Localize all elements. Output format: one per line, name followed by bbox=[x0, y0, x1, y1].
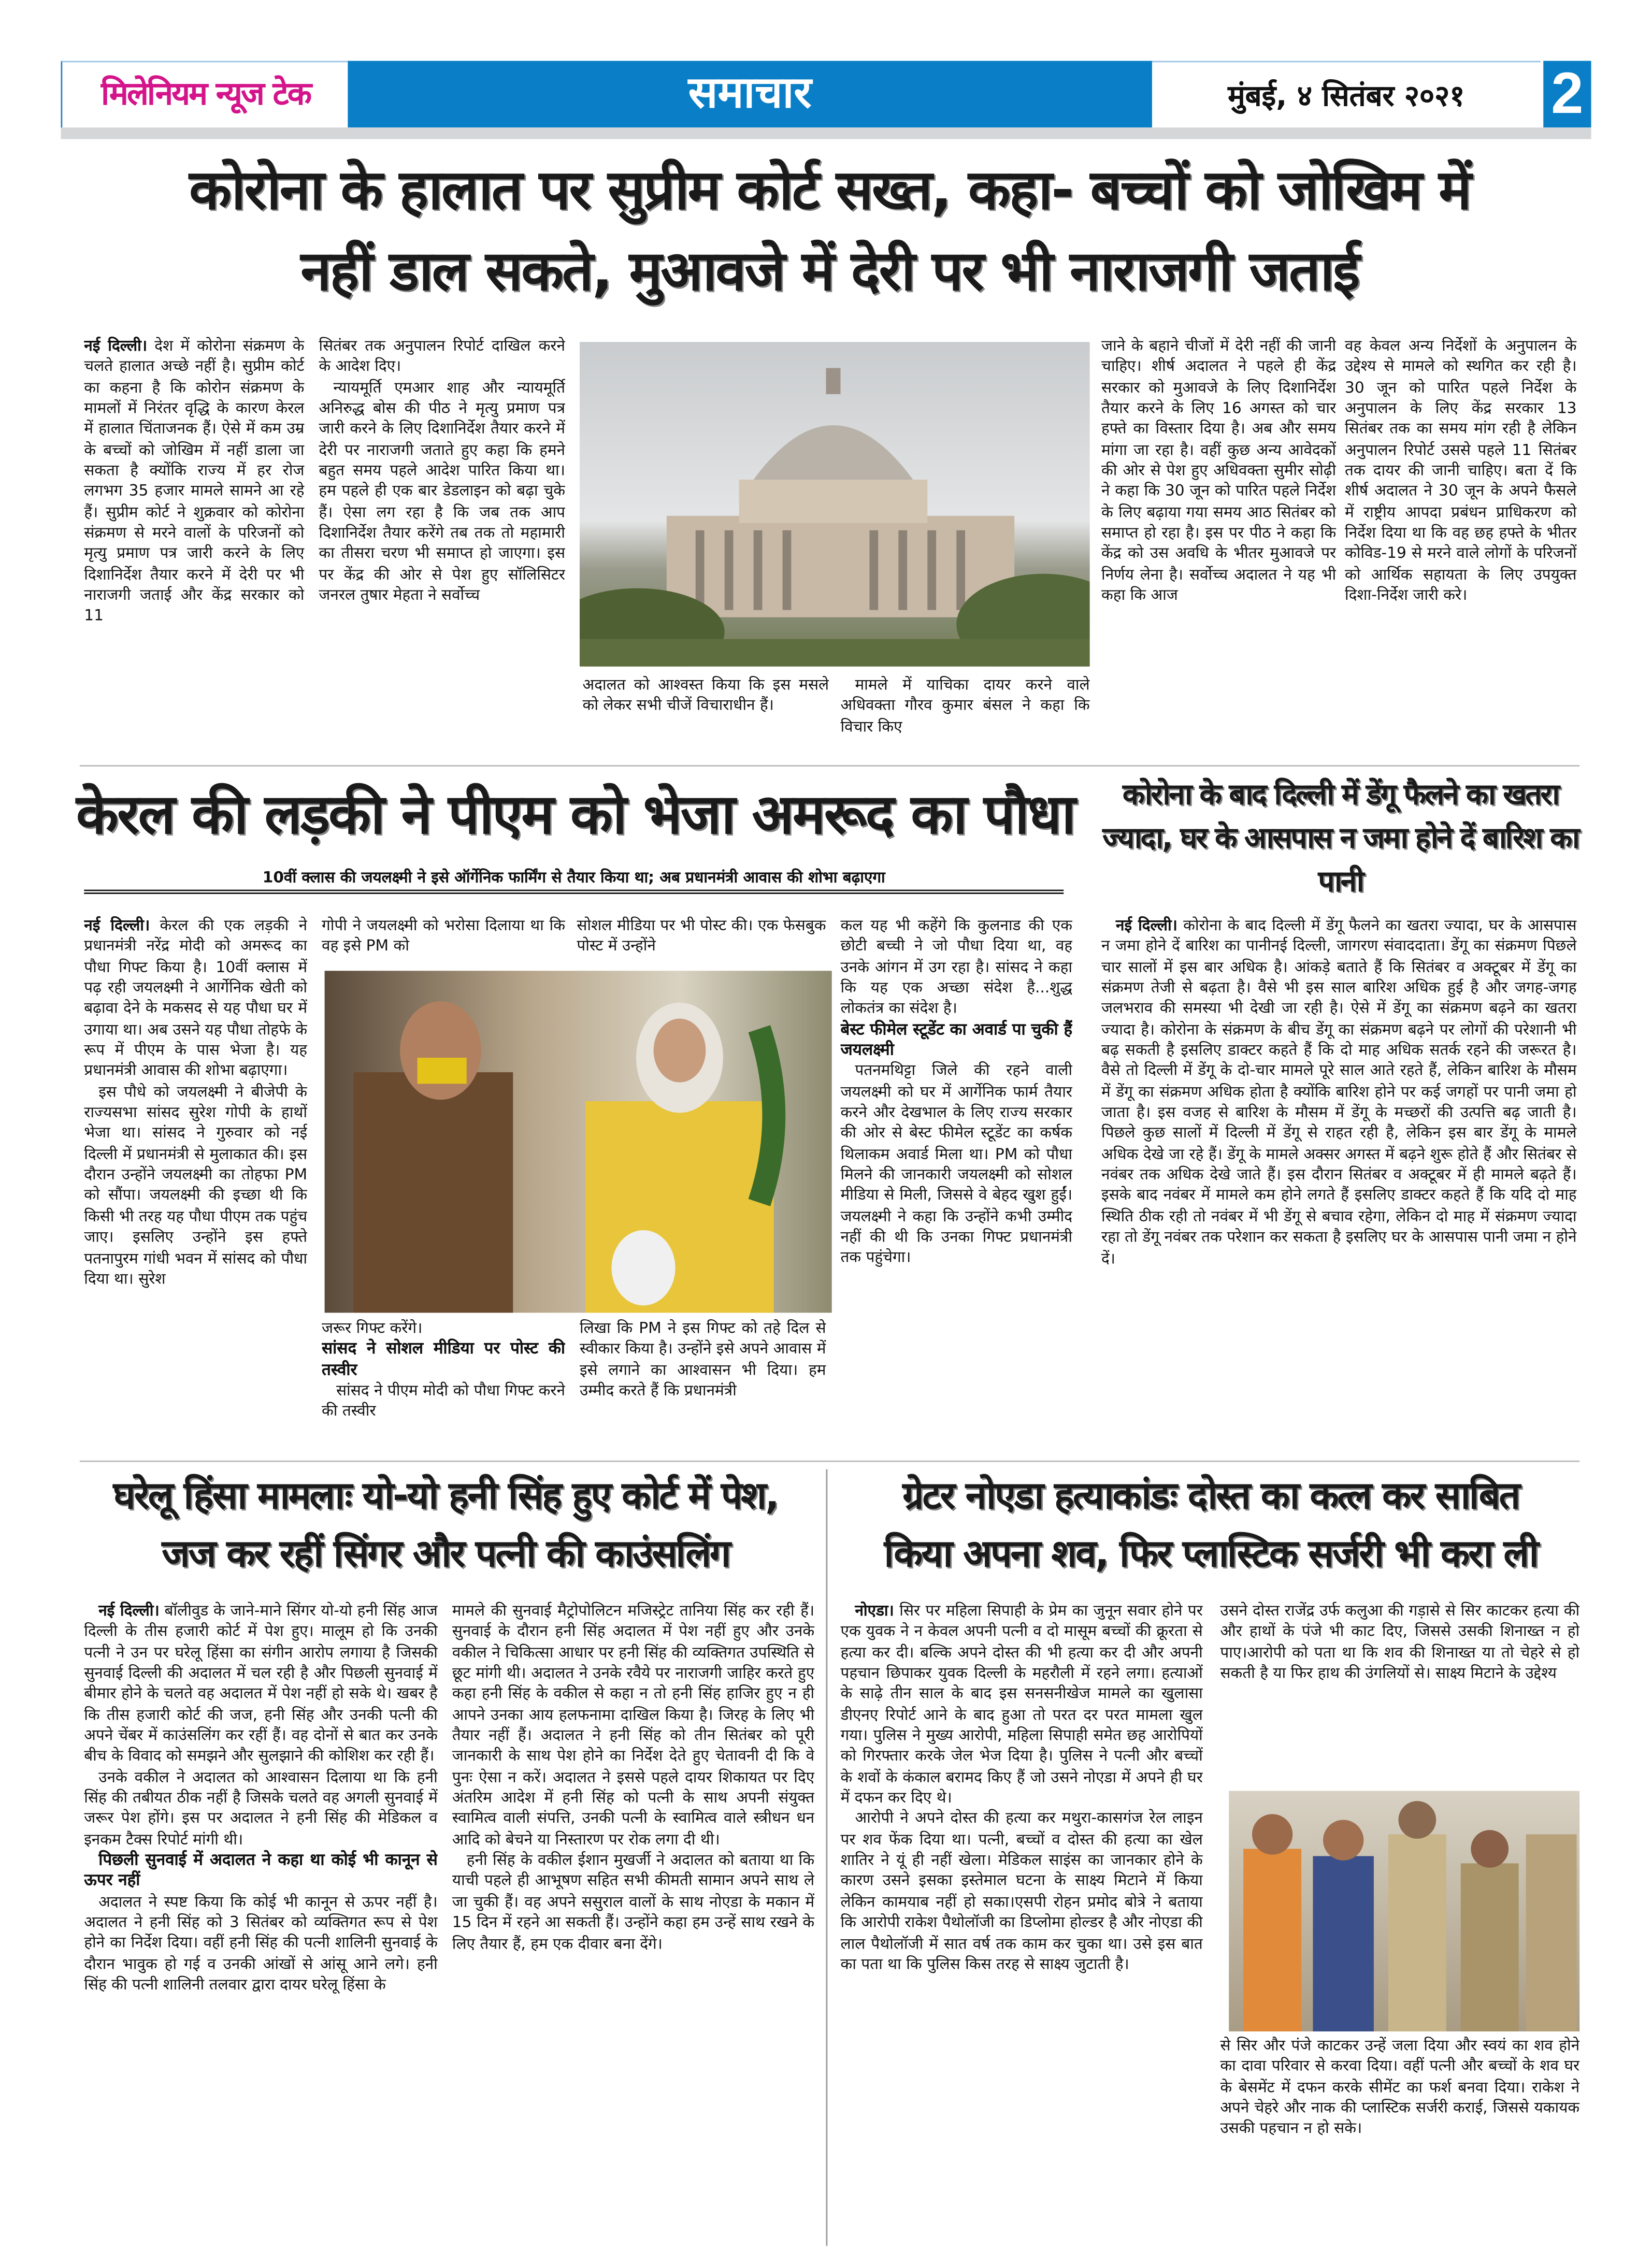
story4-text: अदालत ने स्पष्ट किया कि कोई भी कानून से ऊपर नहीं है। अदालत ने हनी सिंह को 3 सितंबर को व्यक्तिगत रूप से पेश होने का निर्देश दिया। वहीं हनी सिंह की पत्नी शालिनी सुनवाई के दौरान भावुक हो गई व उनकी आंखों से आंसू आने लगे। हनी सिंह की पत्नी शालिनी तलवार द्वारा दायर घरेलू हिंसा के bbox=[84, 1893, 438, 1994]
story2-column-2-top bbox=[322, 916, 565, 962]
story1-column-2 bbox=[319, 336, 565, 756]
story1-text: वह केवल अन्य निर्देशों के अनुपालन के उद्देश्य से मामले को स्थगित कर रही है। 30 जून को पारित पहले निर्देश के अनुपालन के लिए केंद्र सरकार 13 सितंबर तक का समय मांग रही है लेकिन अनुपालन रिपोर्ट उससे पहले 11 सितंबर तक दायर की जानी चाहिए। बता दें कि शीर्ष अदालत ने 30 जून के अपने फैसले में राष्ट्रीय आपदा प्रबंधन प्राधिकरण को निर्देश दिया था कि वह छह हफ्ते के भीतर कोविड-19 से मरने वाले लोगों के परिजनों को आर्थिक सहायता के लिए उपयुक्त दिशा-निर्देश जारी करे। bbox=[1344, 337, 1577, 604]
story1-headline-line1: कोरोना के हालात पर सुप्रीम कोर्ट सख्त, कहा- बच्चों को जोखिम में bbox=[189, 157, 1470, 222]
story5-text: आरोपी ने अपने दोस्त की हत्या कर मथुरा-कासगंज रेल लाइन पर शव फेंक दिया था। पत्नी, बच्चों व दोस्त की हत्या का खेल शातिर ने यूं ही नहीं खेला। मेडिकल साइंस का जानकार होने के कारण उसने इसका इस्तेमाल घटना के साक्ष्य मिटाने में किया लेकिन कामयाब नहीं हो सका।एसपी रोहन प्रमोद बोत्रे ने बताया कि आरोपी राकेश पैथोलॉजी का डिप्लोमा होल्डर है और नोएडा की लाल पैथोलॉजी में सात वर्ष तक काम कर चुका था। उसे इस बात का पता था कि पुलिस किस तरह से साक्ष्य जुटाती है। bbox=[840, 1810, 1203, 1973]
story2-subhead: बेस्ट फीमेल स्टूडेंट का अवार्ड पा चुकी हैं जयलक्ष्मी bbox=[840, 1019, 1073, 1059]
story4-text: उनके वकील ने अदालत को आश्वासन दिलाया था कि हनी सिंह की तबीयत ठीक नहीं है जिसके चलते वह अगली सुनवाई में जरूर पेश होंगे। इस पर अदालत ने हनी सिंह की मेडिकल व इनकम टैक्स रिपोर्ट मांगी थी। bbox=[84, 1768, 438, 1849]
story1-text: जाने के बहाने चीजों में देरी नहीं की जानी चाहिए। शीर्ष अदालत ने पहले ही केंद्र सरकार को मुआवजे के लिए दिशानिर्देश तैयार करने के लिए 16 अगस्त को चार हफ्ते का विस्तार दिया है। अब और समय मांगा जा रहा है। वहीं कुछ अन्य आवेदकों की ओर से पेश हुए अधिवक्ता सुमीर सोढ़ी ने कहा कि 30 जून को पारित पहले निर्देश के लिए बढ़ाया गया समय आठ सितंबर को समाप्त हो रहा है। इस पर पीठ ने कहा कि केंद्र को उस अवधि के भीतर मुआवजे पर निर्णय लेना है। सर्वोच्च अदालत ने यह भी कहा कि आज bbox=[1101, 337, 1337, 604]
page-number: 2 bbox=[1543, 61, 1591, 127]
story5-text: उसने दोस्त राजेंद्र उर्फ कलुआ की गड़ासे से सिर काटकर हत्या की और हाथों के पंजे भी काट दिए, जिससे उसकी शिनाख्त न हो पाए।आरोपी को पता था कि शव की शिनाख्त या तो चेहरे से हो सकती है या फिर हाथ की उंगलियों से। साक्ष्य मिटाने के उद्देश्य bbox=[1220, 1602, 1580, 1682]
story5-text: सिर पर महिला सिपाही के प्रेम का जुनून सवार होने पर एक युवक ने न केवल अपनी पत्नी व दो मासूम बच्चों की क्रूरता से हत्या कर दी। बल्कि अपने दोस्त की भी हत्या कर दी और अपनी पहचान छिपाकर युवक दिल्ली के महरौली में रहने लगा। हत्याओं के साढ़े तीन साल के बाद इस सनसनीखेज मामले का खुलासा डीएनए रिपोर्ट आने के बाद हुआ तो परत दर परत मामला खुल गया। पुलिस ने मुख्य आरोपी, महिला सिपाही समेत छह आरोपियों को गिरफ्तार करके जेल भेज दिया है। पुलिस ने पत्नी और बच्चों के शवों के कंकाल बरामद किए हैं जो उसने नोएडा में अपने ही घर में दफन कर दिए थे। bbox=[840, 1602, 1203, 1807]
story2-subhead: सांसद ने सोशल मीडिया पर पोस्ट की तस्वीर bbox=[322, 1339, 565, 1379]
story2-column-4 bbox=[840, 916, 1072, 1452]
dateline: मुंबई, ४ सितंबर २०२१ bbox=[1152, 61, 1541, 128]
story5-column-2-top bbox=[1220, 1601, 1579, 1790]
people-photo-image bbox=[325, 971, 832, 1313]
story5-column-1 bbox=[840, 1601, 1202, 2246]
pm-plant-gift-photo bbox=[325, 971, 832, 1313]
masthead-divider bbox=[61, 127, 1591, 139]
story5-text: से सिर और पंजे काटकर उन्हें जला दिया और स्वयं का शव होने का दावा परिवार से करवा दिया। वहीं पत्नी और बच्चों के शव घर के बेसमेंट में दफन करके सीमेंट का फर्श बनवा दिया। राकेश ने अपने चेहरे और नाक की प्लास्टिक सर्जरी कराई, जिससे यकायक उसकी पहचान न हो सके। bbox=[1220, 2037, 1580, 2138]
story1-text: अदालत को आश्वस्त किया कि इस मसले को लेकर सभी चीजें विचाराधीन हैं। bbox=[582, 676, 829, 715]
supreme-court-photo bbox=[580, 342, 1090, 667]
story1-text: सितंबर तक अनुपालन रिपोर्ट दाखिल करने के आदेश दिए। bbox=[319, 337, 565, 376]
story4-headline-line2: जज कर रहीं सिंगर और पत्नी की काउंसलिंग bbox=[162, 1533, 730, 1577]
divider bbox=[80, 765, 1579, 767]
story3-headline: कोरोना के बाद दिल्ली में डेंगू फैलने का खतरा ज्यादा, घर के आसपास न जमा होने दें बारिश का पानी bbox=[1102, 776, 1578, 899]
story1-column-1 bbox=[84, 336, 304, 756]
story2-column-3-bottom bbox=[580, 1319, 826, 1452]
story1-column-6 bbox=[1345, 336, 1577, 756]
story2-column-3-top bbox=[577, 916, 826, 962]
story4-column-1 bbox=[84, 1601, 438, 2246]
story4-dateline: नई दिल्ली। bbox=[98, 1602, 160, 1620]
story2-text: लिखा कि PM ने इस गिफ्ट को तहे दिल से स्वीकार किया है। उन्होंने इसे अपने आवास में इसे लगाने का आश्वासन भी दिया। हम उम्मीद करते हैं कि प्रधानमंत्री bbox=[579, 1320, 826, 1400]
story4-text: मामले की सुनवाई मैट्रोपोलिटन मजिस्ट्रेट तानिया सिंह कर रही हैं। सुनवाई के दौरान हनी सिंह अदालत में पेश नहीं हुए और उनके वकील ने चिकित्सा आधार पर हनी सिंह की व्यक्तिगत उपस्थिति से छूट मांगी थी। अदालत ने उनके रवैये पर नाराजगी जाहिर करते हुए कहा हनी सिंह के वकील से कहा न तो हनी सिंह हाजिर हुए न ही आपने उनका आय हलफनामा दाखिल किया है। जिरह के लिए भी तैयार नहीं हैं। अदालत ने हनी सिंह को तीन सितंबर को पूरी जानकारी के साथ पेश होने का निर्देश देते हुए चेतावनी दी कि वे पुनः ऐसा न करें। अदालत ने इससे पहले दायर शिकायत पर दिए अंतरिम आदेश में हनी सिंह को पत्नी के साथ अपनी संयुक्त स्वामित्व वाली संपत्ति, उनकी पत्नी के स्वामित्व वाले स्त्रीधन धन आदि को बेचने या निस्तारण पर रोक लगा दी थी। bbox=[452, 1602, 815, 1849]
story1-column-3 bbox=[583, 675, 829, 757]
story2-text: सांसद ने पीएम मोदी को पौधा गिफ्ट करने की तस्वीर bbox=[322, 1382, 565, 1421]
story5-dateline: नोएडा। bbox=[855, 1602, 894, 1620]
story2-text: पतनमथिट्टा जिले की रहने वाली जयलक्ष्मी को घर में आर्गेनिक फार्म तैयार करने और देखभाल के लिए राज्य सरकार की ओर से बेस्ट फीमेल स्टूडेंट का कर्षक थिलाकम अवार्ड मिला था। PM को पौधा मिलने की जानकारी जयलक्ष्मी को सोशल मीडिया से मिली, जिससे वे बेहद खुश हुईं। जयलक्ष्मी ने कहा कि उन्होंने कभी उम्मीद नहीं की थी कि उनका गिफ्ट प्रधानमंत्री तक पहुंचेगा। bbox=[840, 1062, 1073, 1267]
story4-column-2 bbox=[452, 1601, 814, 2246]
story1-headline-line2: नहीं डाल सकते, मुआवजे में देरी पर भी नाराजगी जताई bbox=[300, 239, 1359, 303]
story5-headline-line2: किया अपना शव, फिर प्लास्टिक सर्जरी भी करा ली bbox=[884, 1533, 1538, 1577]
story4-text: बॉलीवुड के जाने-माने सिंगर यो-यो हनी सिंह आज दिल्ली के तीस हजारी कोर्ट में पेश हुए। मालूम हो कि उनकी पत्नी ने उन पर घरेलू हिंसा का संगीन आरोप लगाया है जिसकी सुनवाई दिल्ली की अदालत में चल रही है और पिछली सुनवाई में बीमार होने के चलते वह अदालत में पेश नहीं हो सके थे। खबर है कि तीस हजारी कोर्ट की जज, हनी सिंह और उनकी पत्नी की अपने चेंबर में काउंसलिंग कर रहीं हैं। वह दोनों से बात कर उनके बीच के विवाद को समझने और सुलझाने की कोशिश कर रही हैं। bbox=[84, 1602, 438, 1766]
accused-police-photo bbox=[1229, 1791, 1579, 2031]
story5-column-2-bottom bbox=[1220, 2036, 1579, 2246]
story1-text: न्यायमूर्ति एमआर शाह और न्यायमूर्ति अनिरुद्ध बोस की पीठ ने मृत्यु प्रमाण पत्र जारी करने के लिए दिशानिर्देश तैयार करने में देरी पर नाराजगी जताते हुए कहा कि हमने बहुत समय पहले आदेश पारित किया था। हम पहले ही एक बार डेडलाइन को बढ़ा चुके हैं। ऐसा लग रहा है कि जब तक आप दिशानिर्देश तैयार करेंगे तब तक तो महामारी का तीसरा चरण भी समाप्त हो जाएगा। इस पर केंद्र की ओर से पेश हुए सॉलिसिटर जनरल तुषार मेहता ने सर्वोच्च bbox=[319, 379, 565, 604]
story4-subhead: पिछली सुनवाई में अदालत ने कहा था कोई भी कानून से ऊपर नहीं bbox=[84, 1850, 438, 1890]
story4-headline-line1: घरेलू हिंसा मामलाः यो-यो हनी सिंह हुए कोर्ट में पेश, bbox=[113, 1475, 778, 1519]
story1-column-4 bbox=[840, 675, 1089, 757]
supreme-court-building-image bbox=[580, 342, 1090, 667]
story5-headline-line1: ग्रेटर नोएडा हत्याकांडः दोस्त का कत्ल कर साबित bbox=[902, 1475, 1519, 1519]
story1-dateline: नई दिल्ली। bbox=[84, 337, 148, 355]
story2-column-2-bottom bbox=[322, 1319, 565, 1452]
story2-text: इस पौधे को जयलक्ष्मी ने बीजेपी के राज्यसभा सांसद सुरेश गोपी के हाथों भेजा था। सांसद ने गुरुवार को नई दिल्ली में प्रधानमंत्री से मुलाकात की। इस दौरान उन्होंने जयलक्ष्मी का तोहफा PM को सौंपा। जयलक्ष्मी की इच्छा थी कि किसी भी तरह यह पौधा पीएम तक पहुंच जाए। इसलिए उन्होंने इस हफ्ते पतनापुरम गांधी भवन में सांसद को पौधा दिया था। सुरेश bbox=[84, 1083, 308, 1288]
story2-text: केरल की एक लड़की ने प्रधानमंत्री नरेंद्र मोदी को अमरूद का पौधा गिफ्ट किया है। 10वीं क्लास में पढ़ रही जयलक्ष्मी ने आर्गेनिक खेती को बढ़ावा देने के मकसद से यह पौधा घर में उगाया था। अब उसने यह पौधा तोहफे के रूप में पीएम के पास भेजा है। यह प्रधानमंत्री आवास की शोभा बढ़ाएगा। bbox=[84, 917, 308, 1080]
story2-text: गोपी ने जयलक्ष्मी को भरोसा दिलाया था कि वह इसे PM को bbox=[322, 917, 565, 956]
divider bbox=[80, 1461, 1579, 1462]
story1-column-5 bbox=[1101, 336, 1336, 756]
story1-text: मामले में याचिका दायर करने वाले अधिवक्ता गौरव कुमार बंसल ने कहा कि विचार किए bbox=[840, 676, 1090, 736]
story2-headline: केरल की लड़की ने पीएम को भेजा अमरूद का पौधा bbox=[76, 782, 1075, 846]
story2-text: कल यह भी कहेंगे कि कुलनाड की एक छोटी बच्ची ने जो पौधा दिया था, वह उनके आंगन में उग रहा है। सांसद ने कहा कि यह एक अच्छा संदेश है...शुद्ध लोकतंत्र का संदेश है। bbox=[840, 917, 1073, 1018]
story3-body bbox=[1101, 916, 1577, 1452]
section-title: समाचार bbox=[348, 61, 1152, 127]
brand-logo: मिलेनियम न्यूज टेक bbox=[61, 61, 349, 128]
story2-dateline: नई दिल्ली। bbox=[84, 917, 150, 935]
story2-text: सोशल मीडिया पर भी पोस्ट की। एक फेसबुक पोस्ट में उन्होंने bbox=[577, 917, 826, 956]
story2-text: जरूर गिफ्ट करेंगे। bbox=[322, 1320, 423, 1338]
story1-text: देश में कोरोना संक्रमण के चलते हालात अच्छे नहीं है। सुप्रीम कोर्ट का कहना है कि कोरोन संक्रमण के मामलों में निरंतर वृद्धि के कारण केरल में हालात चिंताजनक हैं। ऐसे में कम उम्र के बच्चों को जोखिम में नहीं डाला जा सकता है क्योंकि राज्य में हर रोज लगभग 35 हजार मामले सामने आ रहे हैं। सुप्रीम कोर्ट ने शुक्रवार को कोरोना संक्रमण से मरने वालों के परिजनों को मृत्यु प्रमाण पत्र जारी करने के लिए दिशानिर्देश तैयार करने में देरी पर भी नाराजगी जताई और केंद्र सरकार को 11 bbox=[84, 337, 305, 625]
column-rule bbox=[826, 1469, 828, 2246]
police-custody-image bbox=[1229, 1791, 1579, 2031]
story2-subheadline: 10वीं क्लास की जयलक्ष्मी ने इसे ऑर्गेनिक फार्मिंग से तैयार किया था; अब प्रधानमंत्री आवास की शोभा बढ़ाएगा bbox=[84, 867, 1064, 894]
story4-text: हनी सिंह के वकील ईशान मुखर्जी ने अदालत को बताया था कि याची पहले ही आभूषण सहित सभी कीमती सामान अपने साथ ले जा चुकी हैं। वह अपने ससुराल वालों के साथ नोएडा के मकान में 15 दिन में रहने आ सकती हैं। उन्होंने कहा हम उन्हें साथ रखने के लिए तैयार हैं, हम एक दीवार बना देंगे। bbox=[452, 1852, 815, 1953]
story2-column-1 bbox=[84, 916, 307, 1452]
story3-dateline: नई दिल्ली। bbox=[1115, 917, 1177, 935]
story3-text: कोरोना के बाद दिल्ली में डेंगू फैलने का खतरा ज्यादा, घर के आसपास न जमा होने दें बारिश का पानीनई दिल्ली, जागरण संवाददाता। डेंगू का संक्रमण पिछले चार सालों में इस बार अधिक है। आंकड़े बताते हैं कि सितंबर व अक्टूबर में डेंगू का संक्रमण तेजी से बढ़ता है। वैसे भी इस साल बारिश अधिक हुई है और जगह-जगह जलभराव की समस्या भी देखी जा रही है। ऐसे में डेंगू का संक्रमण बढ़ने का खतरा ज्यादा है। कोरोना के संक्रमण के बीच डेंगू का संक्रमण बढ़ने पर लोगों की परेशानी भी बढ़ सकती है इसलिए डाक्टर कहते हैं कि दो माह अधिक सतर्क रहने की जरूरत है। वैसे तो दिल्ली में डेंगू के दो-चार मामले पूरे साल आते रहते हैं, लेकिन बारिश के मौसम में डेंगू का संक्रमण अधिक होता है क्योंकि बारिश होने पर कई जगहों पर पानी जमा हो जाता है। इस वजह से बारिश के मौसम में डेंगू के मच्छरों की उत्पत्ति बढ़ जाती है। पिछले कुछ सालों में दिल्ली में डेंगू से राहत रही है, लेकिन इस बार डेंगू के मामले अधिक देखे जा रहे हैं। डेंगू के मामले अक्सर अगस्त में बढ़ने शुरू होते हैं और सितंबर से नवंबर तक अधिक देखे जाते हैं। इस दौरान सितंबर व अक्टूबर में ही मामले बढ़ते हैं। इसके बाद नवंबर में मामले कम होने लगते हैं इसलिए डाक्टर कहते हैं कि यदि दो माह स्थिति ठीक रही तो नवंबर में भी डेंगू से बचाव रहेगा, लेकिन दो माह में संक्रमण ज्यादा रहा तो डेंगू नवंबर तक परेशान कर सकता है इसलिए घर के आसपास पानी जमा न होने दें। bbox=[1101, 917, 1577, 1267]
